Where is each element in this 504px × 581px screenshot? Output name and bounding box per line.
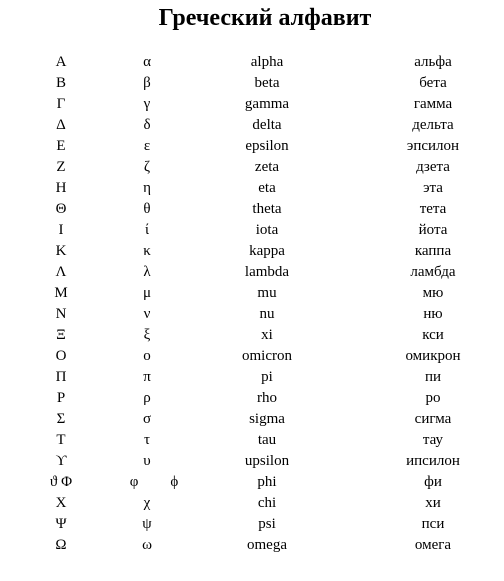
table-row <box>0 283 504 304</box>
russian-name: тау <box>422 432 444 448</box>
uppercase-letter: Σ <box>56 411 66 427</box>
table-row <box>0 178 504 199</box>
latin-name: omicron <box>242 348 292 364</box>
uppercase-letter: Μ <box>54 285 68 301</box>
latin-name: nu <box>259 306 275 322</box>
lowercase-letter: ε <box>143 138 151 154</box>
lowercase-letter: τ <box>143 432 151 448</box>
latin-name: kappa <box>249 243 285 259</box>
table-row <box>0 346 504 367</box>
russian-name: ламбда <box>410 264 456 280</box>
table-row <box>0 73 504 94</box>
latin-name: iota <box>255 222 279 238</box>
uppercase-letter: Γ <box>56 96 66 112</box>
latin-name: tau <box>257 432 277 448</box>
latin-name: xi <box>261 327 273 343</box>
russian-name: дельта <box>412 117 454 133</box>
table-row <box>0 52 504 73</box>
uppercase-letter: Ο <box>55 348 67 364</box>
russian-name: пси <box>421 516 445 532</box>
russian-name: альфа <box>414 54 452 70</box>
russian-name: фи <box>424 474 442 490</box>
russian-name: хи <box>425 495 441 511</box>
uppercase-letter: Θ <box>55 201 67 217</box>
lowercase-letter: β <box>143 75 151 91</box>
latin-name: chi <box>257 495 277 511</box>
lowercase-letter: ί <box>144 222 150 238</box>
uppercase-letter: Κ <box>55 243 67 259</box>
table-row <box>0 220 504 241</box>
russian-name: йота <box>418 222 448 238</box>
table-row <box>0 367 504 388</box>
lowercase-letter: δ <box>143 117 151 133</box>
lowercase-letter: ω <box>142 537 152 553</box>
latin-name: omega <box>247 537 287 553</box>
table-row <box>0 94 504 115</box>
latin-name: gamma <box>244 96 290 112</box>
latin-name: beta <box>254 75 280 91</box>
lowercase-letter: λ <box>143 264 151 280</box>
russian-name: сигма <box>414 411 452 427</box>
uppercase-letter: ϑ Φ <box>49 474 73 490</box>
uppercase-letter: Ε <box>56 138 66 154</box>
latin-name: eta <box>258 180 276 196</box>
lowercase-letter: μ <box>142 285 152 301</box>
russian-name: бета <box>419 75 447 91</box>
uppercase-letter: Ρ <box>56 390 66 406</box>
lowercase-letter: φ <box>129 474 139 490</box>
latin-name: pi <box>261 369 273 385</box>
table-row <box>0 451 504 472</box>
uppercase-letter: Ω <box>55 537 67 553</box>
latin-name: sigma <box>249 411 285 427</box>
table-row <box>0 325 504 346</box>
lowercase-letter: υ <box>143 453 151 469</box>
lowercase-letter: ρ <box>143 390 151 406</box>
latin-name: upsilon <box>244 453 290 469</box>
russian-name: пи <box>424 369 442 385</box>
uppercase-letter: Π <box>55 369 67 385</box>
russian-name: каппа <box>414 243 452 259</box>
russian-name: кси <box>422 327 444 343</box>
lowercase-letter-variants <box>104 472 204 493</box>
latin-name: lambda <box>244 264 290 280</box>
lowercase-letter: ψ <box>142 516 152 532</box>
russian-name: эта <box>423 180 443 196</box>
table-row <box>0 304 504 325</box>
page-title: Греческий алфавит <box>158 5 372 31</box>
latin-name: alpha <box>250 54 284 70</box>
table-row <box>0 115 504 136</box>
latin-name: delta <box>252 117 282 133</box>
lowercase-letter: χ <box>143 495 151 511</box>
russian-name: эпсилон <box>406 138 460 154</box>
table-row <box>0 241 504 262</box>
uppercase-letter: Χ <box>55 495 67 511</box>
latin-name: phi <box>257 474 277 490</box>
table-row <box>0 472 504 493</box>
latin-name: psi <box>258 516 276 532</box>
lowercase-letter: σ <box>142 411 152 427</box>
table-row <box>0 514 504 535</box>
russian-name: дзета <box>416 159 450 175</box>
russian-name: ню <box>423 306 443 322</box>
latin-name: theta <box>252 201 282 217</box>
uppercase-letter: Λ <box>55 264 67 280</box>
russian-name: гамма <box>413 96 453 112</box>
table-row <box>0 388 504 409</box>
uppercase-letter: Β <box>55 75 66 91</box>
latin-name: mu <box>257 285 277 301</box>
russian-name: омикрон <box>405 348 461 364</box>
uppercase-letter: Α <box>55 54 67 70</box>
lowercase-letter: α <box>143 54 151 70</box>
lowercase-letter: ξ <box>143 327 151 343</box>
uppercase-letter: Τ <box>56 432 66 448</box>
russian-name: тета <box>419 201 447 217</box>
table-row <box>0 136 504 157</box>
lowercase-letter: ο <box>143 348 151 364</box>
russian-name: омега <box>414 537 452 553</box>
lowercase-letter: π <box>143 369 151 385</box>
table-row <box>0 409 504 430</box>
russian-name: ро <box>425 390 441 406</box>
table-row <box>0 493 504 514</box>
uppercase-letter: Ι <box>58 222 64 238</box>
uppercase-letter: Ζ <box>56 159 66 175</box>
uppercase-letter: Ξ <box>56 327 66 343</box>
uppercase-letter: Ψ <box>55 516 67 532</box>
lowercase-letter: η <box>143 180 151 196</box>
lowercase-letter: ν <box>143 306 151 322</box>
uppercase-letter: ϒ <box>55 453 67 469</box>
table-row <box>0 430 504 451</box>
lowercase-letter-alt: ϕ <box>170 474 179 490</box>
lowercase-letter: θ <box>143 201 151 217</box>
latin-name: epsilon <box>245 138 289 154</box>
uppercase-letter: Η <box>55 180 67 196</box>
lowercase-letter: κ <box>143 243 151 259</box>
latin-name: zeta <box>254 159 280 175</box>
uppercase-letter: Δ <box>56 117 66 133</box>
table-row <box>0 157 504 178</box>
lowercase-letter: ζ <box>143 159 151 175</box>
latin-name: rho <box>257 390 277 406</box>
russian-name: ипсилон <box>406 453 460 469</box>
russian-name: мю <box>422 285 444 301</box>
lowercase-letter: γ <box>143 96 151 112</box>
uppercase-letter: Ν <box>55 306 67 322</box>
table-row <box>0 262 504 283</box>
greek-alphabet-table <box>0 52 504 556</box>
table-row <box>0 535 504 556</box>
table-row <box>0 199 504 220</box>
